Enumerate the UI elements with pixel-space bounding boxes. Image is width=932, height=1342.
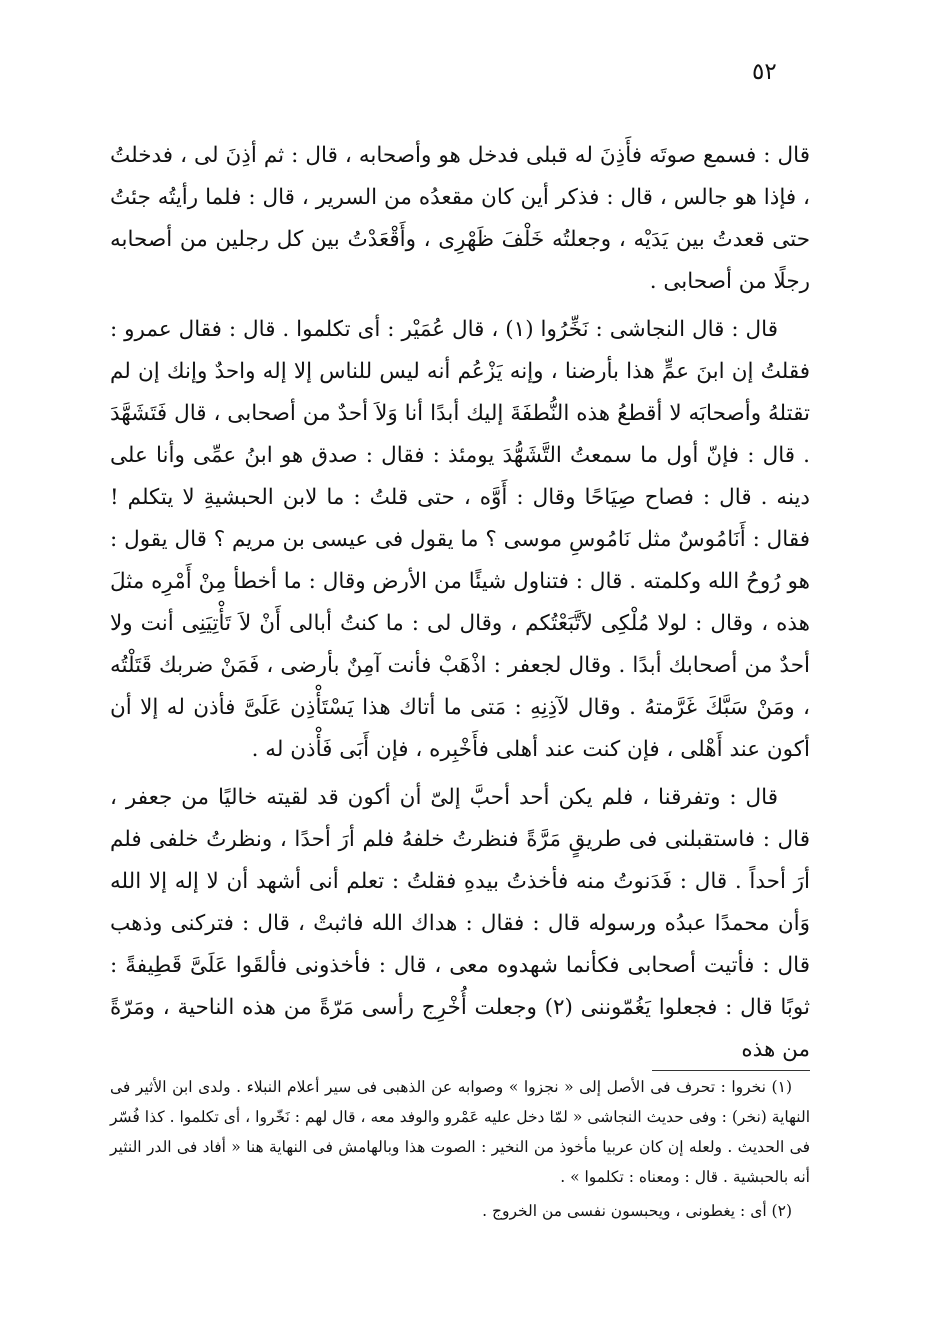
footnote: (١) نخروا : تحرف فى الأصل إلى « نجزوا » وصوابه عن الذهبى فى سير أعلام النبلاء . ولدى ابن الأثير فى النهاية (نخر) : وفى حديث النجاشى « لمّا دخل عليه عَمْرو والوفد معه ، قال لهم : نَخّروا ، أى تكلموا . كذا فُسّر فى الحديث . ولعله إن كان عربيا مأخوذ من النخير : الصوت هذا وبالهامش فى النهاية هنا « أفاد فى الدر النثير أنه بالحبشية . قال : ومعناه : تكلموا » . [110,1078,810,1186]
page-number: ٥٢ [752,59,777,85]
paragraph: قال : وتفرقنا ، فلم يكن أحد أحبَّ إلىّ أن أكون قد لقيته خاليًا من جعفر ، قال : فاستقبلنى فى طريقٍ مَرَّةً فنظرتُ خلفهُ فلم أرَ أحدًا ، ونظرتُ خلفى فلم أرَ أحداً . قال : فَدَنوتُ منه فأخذتُ بيدهِ فقلتُ : تعلم أنى أشهد أن لا إله إلا الله وَأن محمدًا عبدُه ورسوله قال : فقال : هداك الله فاثبتْ ، قال : فتركنى وذهب قال : فأتيت أصحابى فكأنما شهدوه معى ، قال : فأخذونى فألقَوا عَلَىَّ قَطِيفةً : ثوبًا قال : فجعلوا يَغُمّوننى (٢) وجعلت أُخْرِج رأسى مَرّةً من هذه الناحية ، ومَرّةً من هذه [110,785,811,1062]
footnote-divider [652,1070,810,1071]
main-text [110,135,810,1077]
footnote: (٢) أى : يغطونى ، ويحبسون نفسى من الخروج . [482,1202,792,1220]
paragraph: قال : فسمع صوتَه فأَذِنَ له قبلى فدخل هو وأصحابه ، قال : ثم أذِنَ لى ، فدخلتُ ، فإذا هو جالس ، قال : فذكر أين كان مقعدُه من السرير ، قال : فلما رأيتُه جئتُ حتى قعدتُ بين يَدَيْه ، وجعلتُه خَلْفَ ظَهْرِى ، وأَقْعَدْتُ بين كل رجلين من أصحابه رجلًا من أصحابى . [110,143,810,294]
footnotes [110,1072,810,1230]
paragraph: قال : قال النجاشى : نَخِّرُوا (١) ، قال عُمَيْر : أى تكلموا . قال : فقال عمرو : فقلتُ إن ابنَ عمٍّ هذا بأرضنا ، وإنه يَزْعُم أنه ليس للناس إلا إله واحدٌ وإنك إن لم تقتلهُ وأصحابَه لا أقطعُ هذه النُّطفَةَ إليك أبدًا أنا وَلاَ أحدٌ من أصحابى ، قال فَتَشَهَّدَ . قال : فإنّ أول ما سمعتُ التَّشَهُّدَ يومئذ : فقال : صدق هو ابنُ عمِّى وأنا على دينه . قال : فصاح صِيَاحًا وقال : أَوَّه ، حتى قلتُ : ما لابن الحبشيةِ لا يتكلم ! فقال : أَنَامُوسٌ مثل نَامُوسِ موسى ؟ ما يقول فى عيسى بن مريم ؟ قال يقول : هو رُوحُ الله وكلمته . قال : فتناول شيئًا من الأرض وقال : ما أخطأ مِنْ أَمْرِه مثلَ هذه ، وقال : لولا مُلْكِى لاَتَّبَعْتُكم ، وقال لى : ما كنتُ أبالى أَنْ لاَ تَأْتِيَنِى أنت ولا أحدٌ من أصحابك أبدًا . وقال لجعفر : اذْهَبْ فأنت آمِنٌ بأرضى ، فَمَنْ ضربك قَتَلْتُه ، ومَنْ سَبَّكَ غَرَّمتهُ . وقال لآذِنِهِ : مَتى ما أتاك هذا يَسْتَأْذِن عَلَىَّ فأذن له إلا أن أكون عند أَهْلى ، فإن كنت عند أهلى فأَخْبِره ، فإن أَبَى فَأْذن له . [110,317,810,762]
